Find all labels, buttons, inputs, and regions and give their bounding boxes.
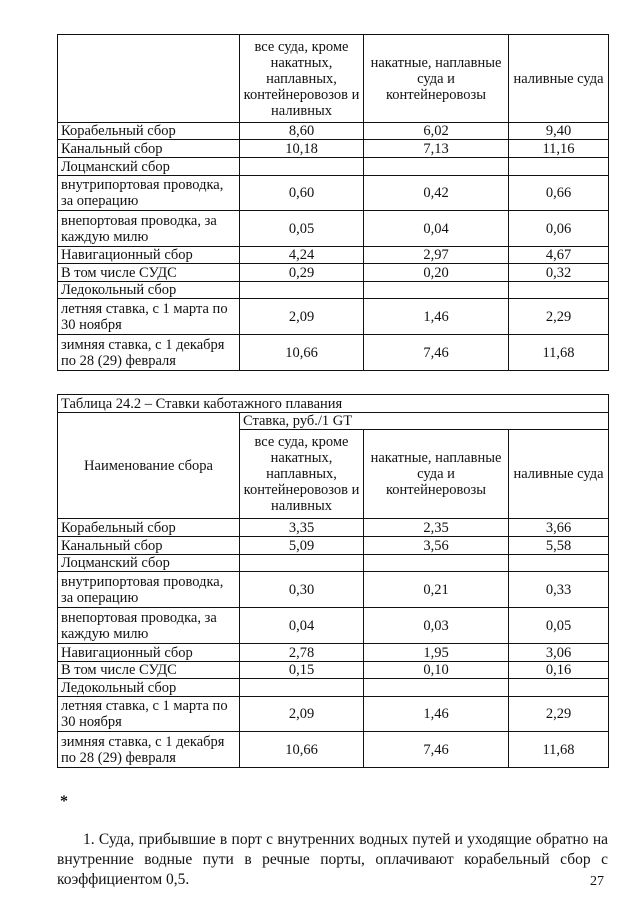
rate-value: 5,09 <box>240 537 364 555</box>
table-row <box>58 519 609 537</box>
fee-name: Лоцманский сбор <box>58 555 240 572</box>
table-row <box>58 247 609 264</box>
fee-name: Ледокольный сбор <box>58 679 240 697</box>
rate-value: 11,16 <box>509 140 609 158</box>
table-row <box>58 732 609 768</box>
table-row <box>58 644 609 662</box>
rates-table-1 <box>57 34 609 371</box>
rate-value: 1,95 <box>364 644 509 662</box>
rate-value <box>364 282 509 299</box>
fee-name: внутрипортовая проводка, за операцию <box>58 572 240 608</box>
rate-value: 7,46 <box>364 335 509 371</box>
rate-value <box>240 555 364 572</box>
table-row <box>58 662 609 679</box>
fee-name: зимняя ставка, с 1 декабря по 28 (29) февраля <box>58 732 240 768</box>
rate-value <box>509 282 609 299</box>
fee-name: В том числе СУДС <box>58 264 240 282</box>
fee-name: Канальный сбор <box>58 140 240 158</box>
table-2-header-row-1 <box>58 413 609 430</box>
fee-name: зимняя ставка, с 1 декабря по 28 (29) февраля <box>58 335 240 371</box>
fee-name: внутрипортовая проводка, за операцию <box>58 176 240 211</box>
table-row <box>58 299 609 335</box>
fee-name: Навигационный сбор <box>58 644 240 662</box>
rate-value: 1,46 <box>364 299 509 335</box>
rate-value <box>240 282 364 299</box>
rate-value: 10,66 <box>240 335 364 371</box>
rate-value: 2,97 <box>364 247 509 264</box>
rate-value: 4,67 <box>509 247 609 264</box>
fee-name: летняя ставка, с 1 марта по 30 ноября <box>58 299 240 335</box>
rate-value: 5,58 <box>509 537 609 555</box>
column-header-roro-container-ships: накатные, наплавные суда и контейнеровозы <box>364 35 509 123</box>
table-row <box>58 158 609 176</box>
rate-value: 11,68 <box>509 335 609 371</box>
table-1-header-row <box>58 35 609 123</box>
rate-value: 0,20 <box>364 264 509 282</box>
fee-name: Лоцманский сбор <box>58 158 240 176</box>
rate-value: 0,60 <box>240 176 364 211</box>
rate-value <box>364 158 509 176</box>
table-row <box>58 140 609 158</box>
rate-value: 0,04 <box>240 608 364 644</box>
rate-value: 3,35 <box>240 519 364 537</box>
table-row <box>58 608 609 644</box>
rate-value: 3,56 <box>364 537 509 555</box>
rate-value: 2,09 <box>240 697 364 732</box>
rate-value: 2,29 <box>509 299 609 335</box>
rates-table-2 <box>57 394 609 768</box>
column-header-general-ships: все суда, кроме накатных, наплавных, контейнеровозов и наливных <box>240 35 364 123</box>
table-row <box>58 282 609 299</box>
rate-value: 2,09 <box>240 299 364 335</box>
rate-value <box>364 679 509 697</box>
fee-name: внепортовая проводка, за каждую милю <box>58 608 240 644</box>
table-row <box>58 211 609 247</box>
fee-name: Ледокольный сбор <box>58 282 240 299</box>
rate-value: 0,16 <box>509 662 609 679</box>
rate-value: 0,10 <box>364 662 509 679</box>
fee-name-header: Наименование сбора <box>58 413 240 519</box>
table-row <box>58 572 609 608</box>
rate-value: 0,30 <box>240 572 364 608</box>
column-header-roro-container-ships: накатные, наплавные суда и контейнеровозы <box>364 430 509 519</box>
rate-value: 0,42 <box>364 176 509 211</box>
table-row <box>58 123 609 140</box>
rate-value <box>240 158 364 176</box>
rate-value: 2,35 <box>364 519 509 537</box>
fee-name-header <box>58 35 240 123</box>
rate-value: 11,68 <box>509 732 609 768</box>
rate-value <box>509 555 609 572</box>
fee-name: Корабельный сбор <box>58 123 240 140</box>
column-header-general-ships: все суда, кроме накатных, наплавных, контейнеровозов и наливных <box>240 430 364 519</box>
rate-value: 0,04 <box>364 211 509 247</box>
table-row <box>58 537 609 555</box>
table-row <box>58 697 609 732</box>
rate-value: 2,78 <box>240 644 364 662</box>
footnote-marker: * <box>60 793 68 810</box>
rate-value: 0,32 <box>509 264 609 282</box>
rate-value: 0,06 <box>509 211 609 247</box>
table-row <box>58 555 609 572</box>
column-header-tankers: наливные суда <box>509 430 609 519</box>
table-row <box>58 264 609 282</box>
rate-value <box>509 158 609 176</box>
rate-value: 0,15 <box>240 662 364 679</box>
column-header-tankers: наливные суда <box>509 35 609 123</box>
rate-value: 0,05 <box>509 608 609 644</box>
rate-value: 0,29 <box>240 264 364 282</box>
rate-value: 10,18 <box>240 140 364 158</box>
rate-value: 2,29 <box>509 697 609 732</box>
rate-value <box>509 679 609 697</box>
table-caption-row <box>58 395 609 413</box>
table-row <box>58 335 609 371</box>
rate-value: 1,46 <box>364 697 509 732</box>
table-row <box>58 679 609 697</box>
rate-value: 7,46 <box>364 732 509 768</box>
rate-value: 10,66 <box>240 732 364 768</box>
rate-value: 7,13 <box>364 140 509 158</box>
rate-value: 3,66 <box>509 519 609 537</box>
rate-value: 4,24 <box>240 247 364 264</box>
rate-value: 0,66 <box>509 176 609 211</box>
rate-value: 9,40 <box>509 123 609 140</box>
fee-name: Канальный сбор <box>58 537 240 555</box>
rate-value: 0,21 <box>364 572 509 608</box>
rate-value: 0,33 <box>509 572 609 608</box>
rate-value: 0,03 <box>364 608 509 644</box>
rate-value: 8,60 <box>240 123 364 140</box>
table-caption: Таблица 24.2 – Ставки каботажного плавания <box>58 395 609 413</box>
page-number: 27 <box>590 874 604 889</box>
table-row <box>58 176 609 211</box>
fee-name: В том числе СУДС <box>58 662 240 679</box>
rate-value: 0,05 <box>240 211 364 247</box>
rate-value <box>364 555 509 572</box>
rate-value: 6,02 <box>364 123 509 140</box>
rate-value <box>240 679 364 697</box>
fee-name: Корабельный сбор <box>58 519 240 537</box>
fee-name: Навигационный сбор <box>58 247 240 264</box>
rate-value: 3,06 <box>509 644 609 662</box>
fee-name: летняя ставка, с 1 марта по 30 ноября <box>58 697 240 732</box>
rate-unit-header: Ставка, руб./1 GT <box>240 413 609 430</box>
fee-name: внепортовая проводка, за каждую милю <box>58 211 240 247</box>
footnote-text: 1. Суда, прибывшие в порт с внутренних водных путей и уходящие обратно на внутренние водные пути в речные порты, оплачивают корабельный сбор с коэффициентом 0,5. <box>57 831 608 888</box>
